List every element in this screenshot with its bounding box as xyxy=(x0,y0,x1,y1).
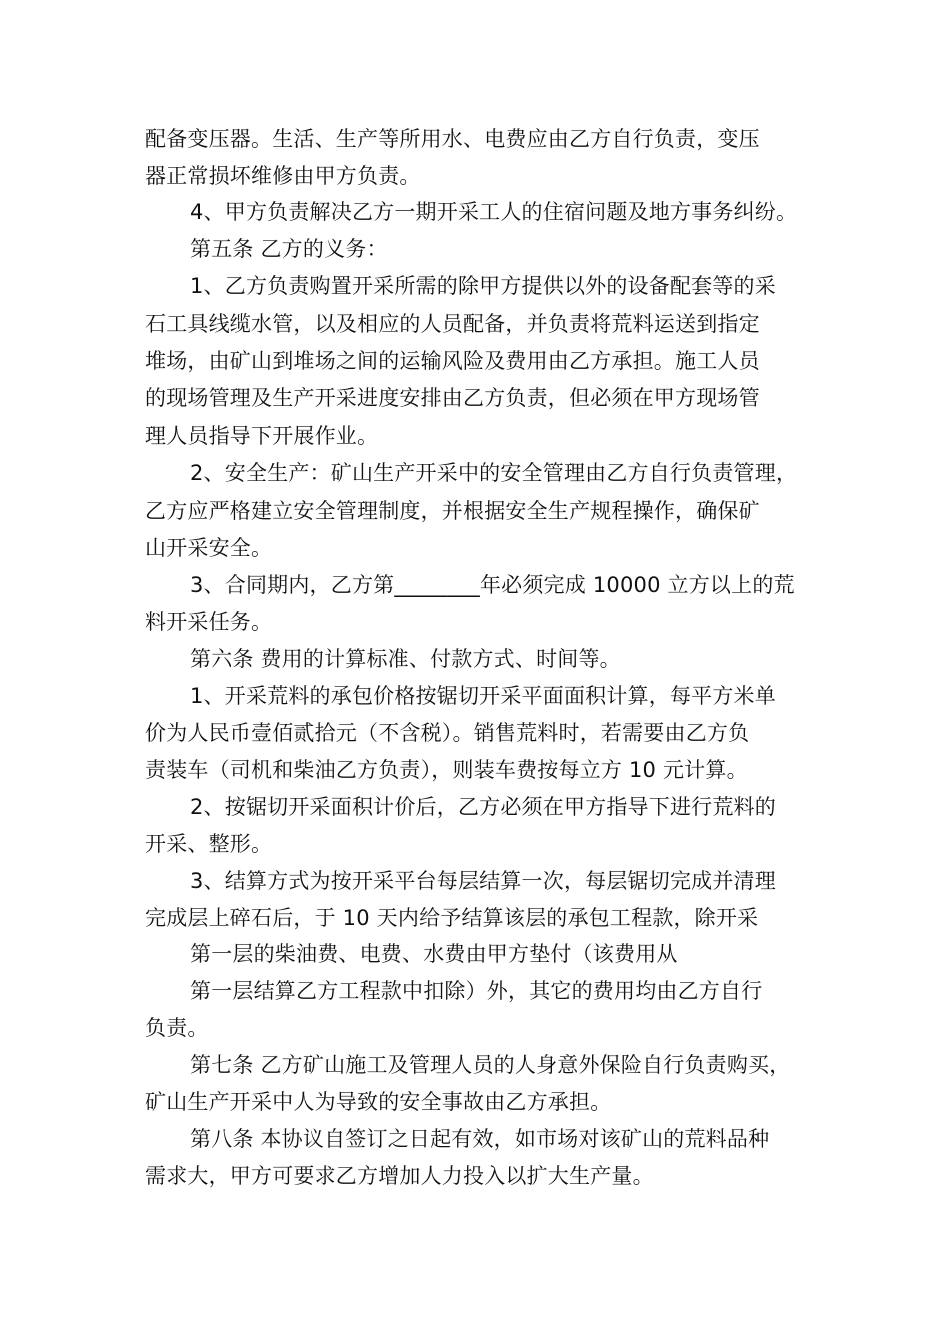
paragraph-line: 矿山生产开采中人为导致的安全事故由乙方承担。 xyxy=(145,1090,612,1114)
paragraph-line: 的现场管理及生产开采进度安排由乙方负责，但必须在甲方现场管 xyxy=(145,386,760,410)
paragraph-line: 需求大，甲方可要求乙方增加人力投入以扩大生产量。 xyxy=(145,1164,654,1188)
paragraph-line: 理人员指导下开展作业。 xyxy=(145,424,379,448)
paragraph-line: 责装车（司机和柴油乙方负责），则装车费按每立方 10 元计算。 xyxy=(145,758,748,782)
paragraph-line: 3、结算方式为按开采平台每层结算一次，每层锯切完成并清理 xyxy=(190,869,776,893)
paragraph-line: 料开采任务。 xyxy=(145,610,273,634)
paragraph-line: 山开采安全。 xyxy=(145,536,273,560)
article-heading: 第五条 乙方的义务： xyxy=(190,237,388,261)
paragraph-line: 第一层结算乙方工程款中扣除）外，其它的费用均由乙方自行 xyxy=(190,979,763,1003)
paragraph-line: 开采、整形。 xyxy=(145,832,273,856)
article-heading: 第六条 费用的计算标准、付款方式、时间等。 xyxy=(190,647,621,671)
paragraph-line: 1、乙方负责购置开采所需的除甲方提供以外的设备配套等的采 xyxy=(190,274,776,298)
article-heading: 第八条 本协议自签订之日起有效，如市场对该矿山的荒料品种 xyxy=(190,1127,770,1151)
paragraph-line: 2、按锯切开采面积计价后，乙方必须在甲方指导下进行荒料的 xyxy=(190,795,776,819)
paragraph-line: 堆场，由矿山到堆场之间的运输风险及费用由乙方承担。施工人员 xyxy=(145,349,760,373)
paragraph-line: 配备变压器。生活、生产等所用水、电费应由乙方自行负责，变压 xyxy=(145,127,760,151)
paragraph-line: 乙方应严格建立安全管理制度，并根据安全生产规程操作，确保矿 xyxy=(145,499,760,523)
paragraph-line: 完成层上碎石后，于 10 天内给予结算该层的承包工程款，除开采 xyxy=(145,906,759,930)
paragraph-line: 价为人民币壹佰贰拾元（不含税）。销售荒料时，若需要由乙方负 xyxy=(145,721,750,745)
paragraph-line: 3、合同期内，乙方第________年必须完成 10000 立方以上的荒 xyxy=(190,573,795,597)
paragraph-line: 第一层的柴油费、电费、水费由甲方垫付（该费用从 xyxy=(190,942,678,966)
paragraph-line: 负责。 xyxy=(145,1016,209,1040)
paragraph-line: 2、安全生产：矿山生产开采中的安全管理由乙方自行负责管理， xyxy=(190,461,798,485)
paragraph-line: 器正常损坏维修由甲方负责。 xyxy=(145,164,421,188)
paragraph-line: 4、甲方负责解决乙方一期开采工人的住宿问题及地方事务纠纷。 xyxy=(190,200,798,224)
paragraph-line: 1、开采荒料的承包价格按锯切开采平面面积计算，每平方米单 xyxy=(190,684,776,708)
article-heading: 第七条 乙方矿山施工及管理人员的人身意外保险自行负责购买， xyxy=(190,1053,791,1077)
paragraph-line: 石工具线缆水管，以及相应的人员配备，并负责将荒料运送到指定 xyxy=(145,312,760,336)
